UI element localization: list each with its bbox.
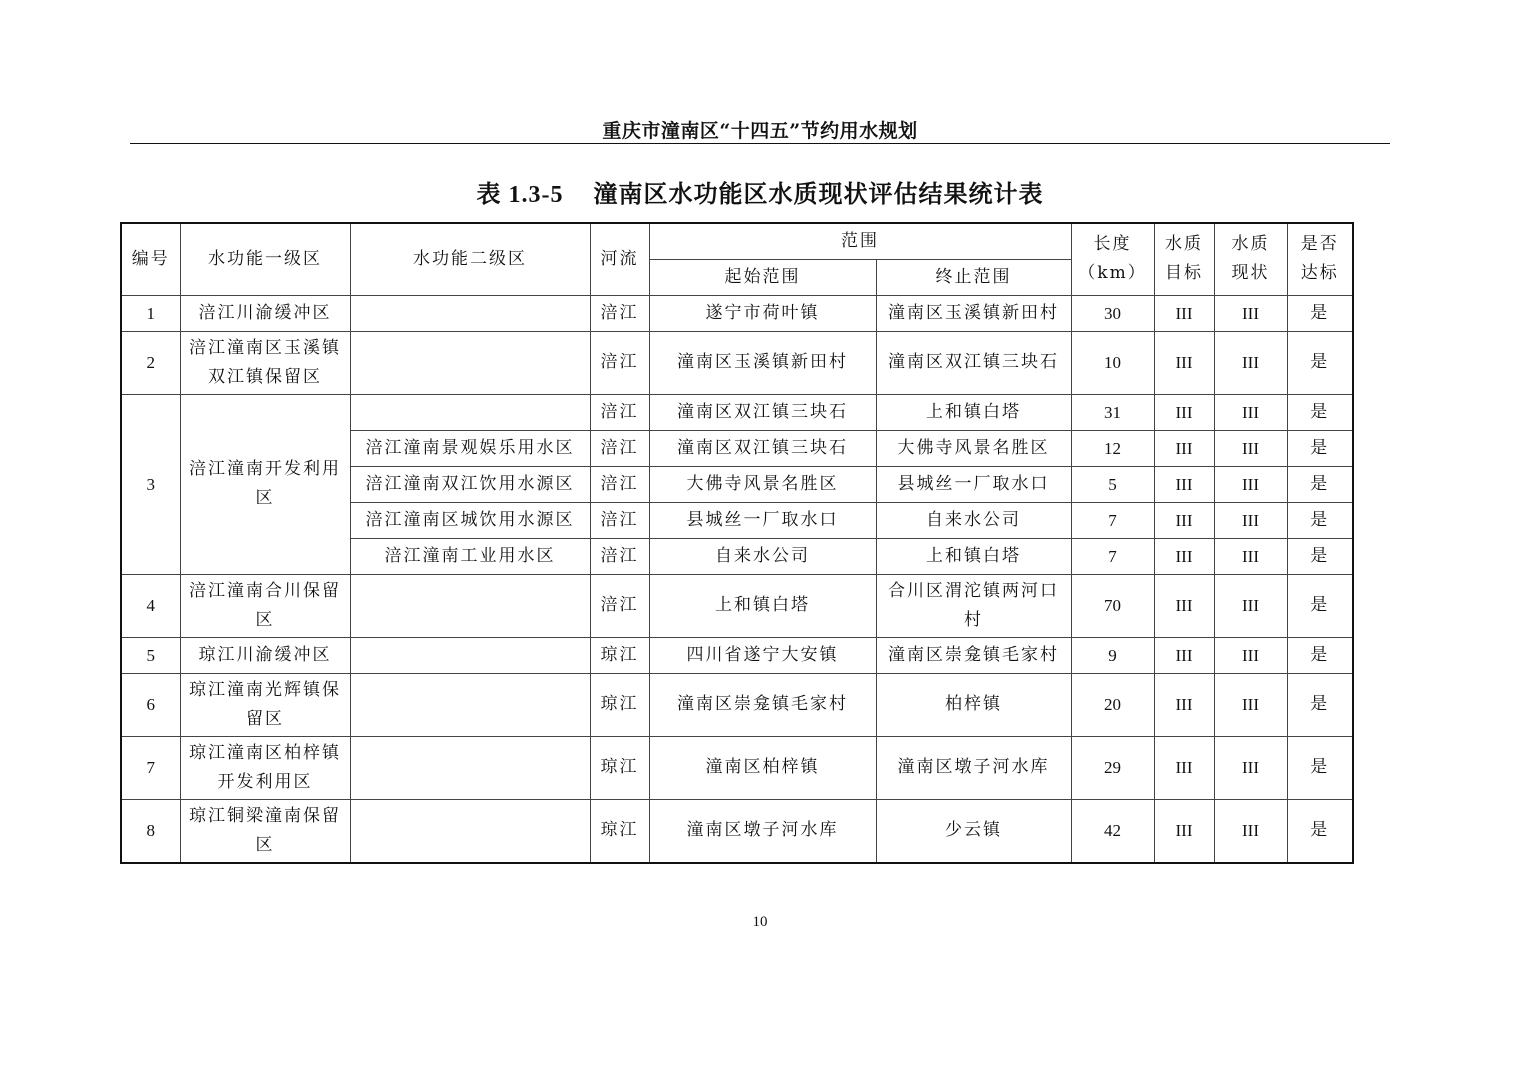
- cell-meet: 是: [1287, 799, 1353, 863]
- cell-zone1: 琼江铜梁潼南保留区: [180, 799, 350, 863]
- cell-id: 6: [121, 673, 180, 736]
- cell-river: 琼江: [590, 799, 649, 863]
- header-id: 编号: [121, 223, 180, 295]
- cell-target: III: [1154, 430, 1214, 466]
- cell-id: 1: [121, 295, 180, 331]
- cell-status: III: [1214, 502, 1287, 538]
- cell-zone2: 涪江潼南工业用水区: [350, 538, 590, 574]
- cell-id: 8: [121, 799, 180, 863]
- cell-meet: 是: [1287, 295, 1353, 331]
- cell-start: 潼南区玉溪镇新田村: [649, 331, 876, 394]
- table-row: [121, 673, 1353, 736]
- cell-target: III: [1154, 736, 1214, 799]
- table-number: 表 1.3-5: [476, 182, 564, 208]
- cell-length: 31: [1071, 394, 1154, 430]
- cell-target: III: [1154, 574, 1214, 637]
- cell-end: 县城丝一厂取水口: [876, 466, 1071, 502]
- cell-zone2: [350, 799, 590, 863]
- cell-meet: 是: [1287, 430, 1353, 466]
- cell-target: III: [1154, 331, 1214, 394]
- cell-id: 2: [121, 331, 180, 394]
- cell-status: III: [1214, 295, 1287, 331]
- table-row: [121, 736, 1353, 799]
- cell-river: 涪江: [590, 574, 649, 637]
- cell-end: 上和镇白塔: [876, 394, 1071, 430]
- cell-zone2: 涪江潼南景观娱乐用水区: [350, 430, 590, 466]
- cell-length: 7: [1071, 502, 1154, 538]
- cell-meet: 是: [1287, 466, 1353, 502]
- cell-id: 7: [121, 736, 180, 799]
- cell-river: 涪江: [590, 502, 649, 538]
- cell-length: 42: [1071, 799, 1154, 863]
- cell-start: 遂宁市荷叶镇: [649, 295, 876, 331]
- page-number: 10: [752, 914, 768, 930]
- cell-zone2: [350, 331, 590, 394]
- cell-end: 潼南区崇龛镇毛家村: [876, 637, 1071, 673]
- cell-zone1: 涪江潼南合川保留区: [180, 574, 350, 637]
- cell-status: III: [1214, 574, 1287, 637]
- header-length: 长度 （km）: [1071, 223, 1154, 295]
- table-title: 潼南区水功能区水质现状评估结果统计表: [593, 179, 1044, 208]
- cell-start: 四川省遂宁大安镇: [649, 637, 876, 673]
- cell-status: III: [1214, 430, 1287, 466]
- cell-meet: 是: [1287, 538, 1353, 574]
- cell-status: III: [1214, 736, 1287, 799]
- header-meet: 是否 达标: [1287, 223, 1353, 295]
- cell-river: 涪江: [590, 394, 649, 430]
- cell-river: 涪江: [590, 538, 649, 574]
- cell-end: 潼南区玉溪镇新田村: [876, 295, 1071, 331]
- header-target: 水质 目标: [1154, 223, 1214, 295]
- table-row: [121, 637, 1353, 673]
- cell-target: III: [1154, 799, 1214, 863]
- cell-length: 30: [1071, 295, 1154, 331]
- cell-end: 柏梓镇: [876, 673, 1071, 736]
- cell-end: 自来水公司: [876, 502, 1071, 538]
- header-divider: [130, 143, 1390, 144]
- header-zone2: 水功能二级区: [350, 223, 590, 295]
- cell-zone1: 涪江川渝缓冲区: [180, 295, 350, 331]
- cell-length: 10: [1071, 331, 1154, 394]
- table-row: [121, 574, 1353, 637]
- cell-zone2: 涪江潼南区城饮用水源区: [350, 502, 590, 538]
- cell-zone1: 琼江潼南光辉镇保留区: [180, 673, 350, 736]
- cell-end: 大佛寺风景名胜区: [876, 430, 1071, 466]
- cell-meet: 是: [1287, 574, 1353, 637]
- cell-start: 潼南区柏梓镇: [649, 736, 876, 799]
- table-caption: [120, 174, 1400, 209]
- cell-status: III: [1214, 799, 1287, 863]
- cell-meet: 是: [1287, 637, 1353, 673]
- cell-start: 自来水公司: [649, 538, 876, 574]
- cell-end: 潼南区墩子河水库: [876, 736, 1071, 799]
- cell-meet: 是: [1287, 331, 1353, 394]
- cell-status: III: [1214, 394, 1287, 430]
- cell-status: III: [1214, 673, 1287, 736]
- cell-meet: 是: [1287, 502, 1353, 538]
- table-row: [121, 295, 1353, 331]
- cell-meet: 是: [1287, 736, 1353, 799]
- cell-end: 上和镇白塔: [876, 538, 1071, 574]
- cell-status: III: [1214, 538, 1287, 574]
- cell-zone1: 涪江潼南开发利用区: [180, 394, 350, 574]
- cell-target: III: [1154, 466, 1214, 502]
- cell-zone2: [350, 574, 590, 637]
- cell-start: 县城丝一厂取水口: [649, 502, 876, 538]
- cell-id: 5: [121, 637, 180, 673]
- cell-length: 7: [1071, 538, 1154, 574]
- cell-start: 潼南区墩子河水库: [649, 799, 876, 863]
- cell-river: 涪江: [590, 430, 649, 466]
- cell-zone2: [350, 673, 590, 736]
- cell-start: 潼南区双江镇三块石: [649, 430, 876, 466]
- header-zone1: 水功能一级区: [180, 223, 350, 295]
- cell-target: III: [1154, 502, 1214, 538]
- cell-meet: 是: [1287, 673, 1353, 736]
- cell-zone2: [350, 295, 590, 331]
- cell-zone2: 涪江潼南双江饮用水源区: [350, 466, 590, 502]
- water-quality-table: [120, 222, 1354, 864]
- cell-target: III: [1154, 394, 1214, 430]
- cell-river: 涪江: [590, 295, 649, 331]
- cell-river: 涪江: [590, 331, 649, 394]
- cell-zone2: [350, 394, 590, 430]
- cell-start: 上和镇白塔: [649, 574, 876, 637]
- cell-length: 5: [1071, 466, 1154, 502]
- cell-id: 3: [121, 394, 180, 574]
- table-row: [121, 331, 1353, 394]
- cell-length: 70: [1071, 574, 1154, 637]
- cell-river: 琼江: [590, 673, 649, 736]
- cell-end: 少云镇: [876, 799, 1071, 863]
- cell-zone2: [350, 736, 590, 799]
- header-range: 范围: [649, 223, 1071, 259]
- cell-length: 29: [1071, 736, 1154, 799]
- cell-zone1: 琼江川渝缓冲区: [180, 637, 350, 673]
- cell-river: 涪江: [590, 466, 649, 502]
- table-row: [121, 799, 1353, 863]
- cell-status: III: [1214, 637, 1287, 673]
- header-end: 终止范围: [876, 259, 1071, 295]
- header-river: 河流: [590, 223, 649, 295]
- header-start: 起始范围: [649, 259, 876, 295]
- cell-start: 潼南区崇龛镇毛家村: [649, 673, 876, 736]
- cell-end: 潼南区双江镇三块石: [876, 331, 1071, 394]
- cell-river: 琼江: [590, 736, 649, 799]
- running-header-title: 重庆市潼南区“十四五”节约用水规划: [602, 120, 918, 142]
- cell-target: III: [1154, 637, 1214, 673]
- cell-end: 合川区渭沱镇两河口村: [876, 574, 1071, 637]
- cell-length: 9: [1071, 637, 1154, 673]
- cell-target: III: [1154, 538, 1214, 574]
- header-status: 水质 现状: [1214, 223, 1287, 295]
- header-row: [121, 223, 1353, 259]
- cell-length: 12: [1071, 430, 1154, 466]
- table-row: [121, 394, 1353, 430]
- cell-river: 琼江: [590, 637, 649, 673]
- cell-id: 4: [121, 574, 180, 637]
- cell-status: III: [1214, 466, 1287, 502]
- cell-target: III: [1154, 673, 1214, 736]
- cell-status: III: [1214, 331, 1287, 394]
- cell-zone1: 涪江潼南区玉溪镇双江镇保留区: [180, 331, 350, 394]
- cell-meet: 是: [1287, 394, 1353, 430]
- cell-zone1: 琼江潼南区柏梓镇开发利用区: [180, 736, 350, 799]
- cell-zone2: [350, 637, 590, 673]
- cell-length: 20: [1071, 673, 1154, 736]
- cell-start: 大佛寺风景名胜区: [649, 466, 876, 502]
- cell-start: 潼南区双江镇三块石: [649, 394, 876, 430]
- cell-target: III: [1154, 295, 1214, 331]
